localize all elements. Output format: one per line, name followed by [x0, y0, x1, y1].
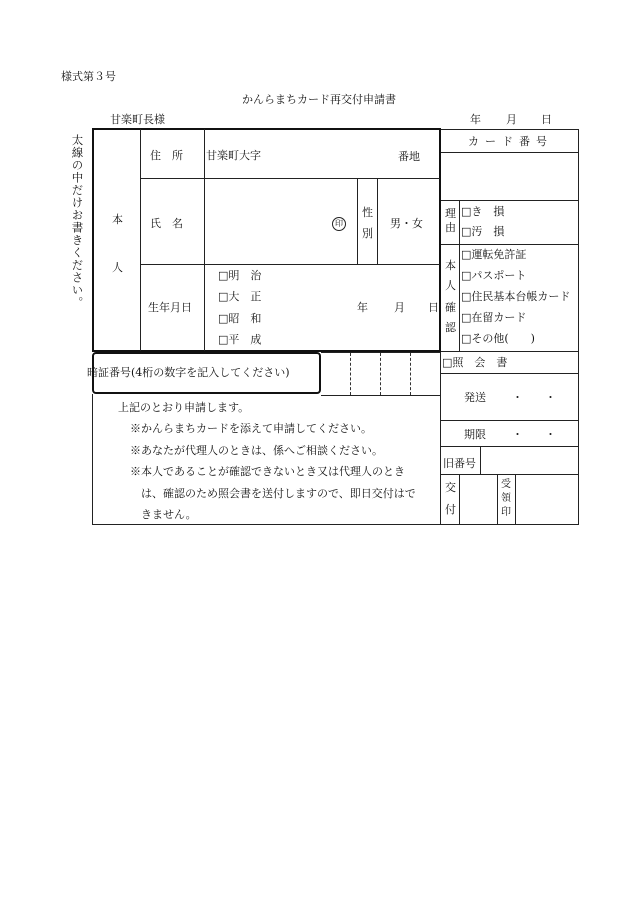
id-residence-card[interactable]: □在留カード — [461, 311, 527, 324]
address-label: 住 所 — [150, 149, 183, 162]
id-label-4: 認 — [445, 321, 456, 334]
name-label: 氏 名 — [150, 217, 183, 230]
note-line-4: ※本人であることが確認できないとき又は代理人のとき — [130, 465, 405, 478]
address-prefix[interactable]: 甘楽町大字 — [206, 149, 261, 162]
birth-label: 生年月日 — [148, 301, 192, 314]
id-drivers-license[interactable]: □運転免許証 — [461, 248, 527, 261]
sex-label-2: 別 — [362, 227, 373, 240]
issue-label-2: 付 — [445, 503, 456, 516]
reason-damaged[interactable]: □き 損 — [461, 205, 505, 218]
addressee: 甘楽町長様 — [110, 113, 165, 126]
id-resident-card[interactable]: □住民基本台帳カード — [461, 290, 571, 303]
sent-date[interactable]: ・ ・ — [512, 391, 556, 404]
inquiry-checkbox[interactable]: □照 会 書 — [442, 356, 508, 369]
issue-field[interactable] — [460, 475, 496, 523]
pin-label: 暗証番号(4桁の数字を記入してください) — [87, 366, 290, 379]
id-label-1: 本 — [445, 259, 456, 272]
old-number-field[interactable] — [482, 447, 577, 473]
side-note: 太線の中だけお書きください。 — [70, 134, 85, 309]
date-year-label: 年 — [470, 113, 481, 126]
date-day-label: 日 — [541, 113, 552, 126]
sex-options[interactable]: 男・女 — [390, 217, 423, 230]
reason-label-2: 由 — [445, 221, 456, 234]
card-number-label: カード番号 — [468, 135, 553, 148]
sent-label: 発送 — [464, 391, 486, 404]
note-line-3: ※あなたが代理人のときは、係へご相談ください。 — [130, 444, 383, 457]
form-title: かんらまちカード再交付申請書 — [242, 93, 396, 106]
id-passport[interactable]: □パスポート — [461, 269, 527, 282]
era-taisho[interactable]: □大 正 — [218, 290, 262, 303]
id-label-2: 人 — [445, 279, 456, 292]
form-number: 様式第３号 — [61, 70, 116, 83]
applicant-label-1: 本 — [112, 213, 123, 226]
id-other[interactable]: □その他( ) — [461, 332, 535, 345]
era-showa[interactable]: □昭 和 — [218, 312, 262, 325]
receipt-label-2: 領 — [501, 493, 511, 504]
note-line-1: 上記のとおり申請します。 — [118, 401, 250, 414]
note-line-6: きません。 — [141, 508, 197, 521]
sex-label-1: 性 — [362, 206, 373, 219]
note-line-2: ※かんらまちカードを添えて申請してください。 — [130, 422, 372, 435]
address-suffix: 番地 — [398, 150, 420, 163]
reason-soiled[interactable]: □汚 損 — [461, 225, 505, 238]
card-number-field[interactable] — [442, 153, 578, 200]
date-month-label: 月 — [506, 113, 517, 126]
issue-label-1: 交 — [445, 481, 456, 494]
note-line-5: は、確認のため照会書を送付しますので、即日交付はで — [141, 487, 416, 500]
old-number-label: 旧番号 — [443, 457, 476, 470]
receipt-label-3: 印 — [501, 507, 511, 518]
id-label-3: 確 — [445, 301, 456, 314]
reason-label-1: 理 — [445, 207, 456, 220]
seal-mark: 印 — [332, 217, 346, 231]
receipt-seal-field[interactable] — [516, 475, 577, 523]
receipt-label-1: 受 — [501, 479, 511, 490]
birth-day-label: 日 — [428, 301, 439, 314]
birth-year-label: 年 — [357, 301, 368, 314]
birth-month-label: 月 — [394, 301, 405, 314]
deadline-label: 期限 — [464, 428, 486, 441]
pin-input[interactable] — [322, 353, 440, 395]
applicant-label-2: 人 — [112, 261, 123, 274]
deadline-date[interactable]: ・ ・ — [512, 428, 556, 441]
era-heisei[interactable]: □平 成 — [218, 333, 262, 346]
era-meiji[interactable]: □明 治 — [218, 269, 262, 282]
